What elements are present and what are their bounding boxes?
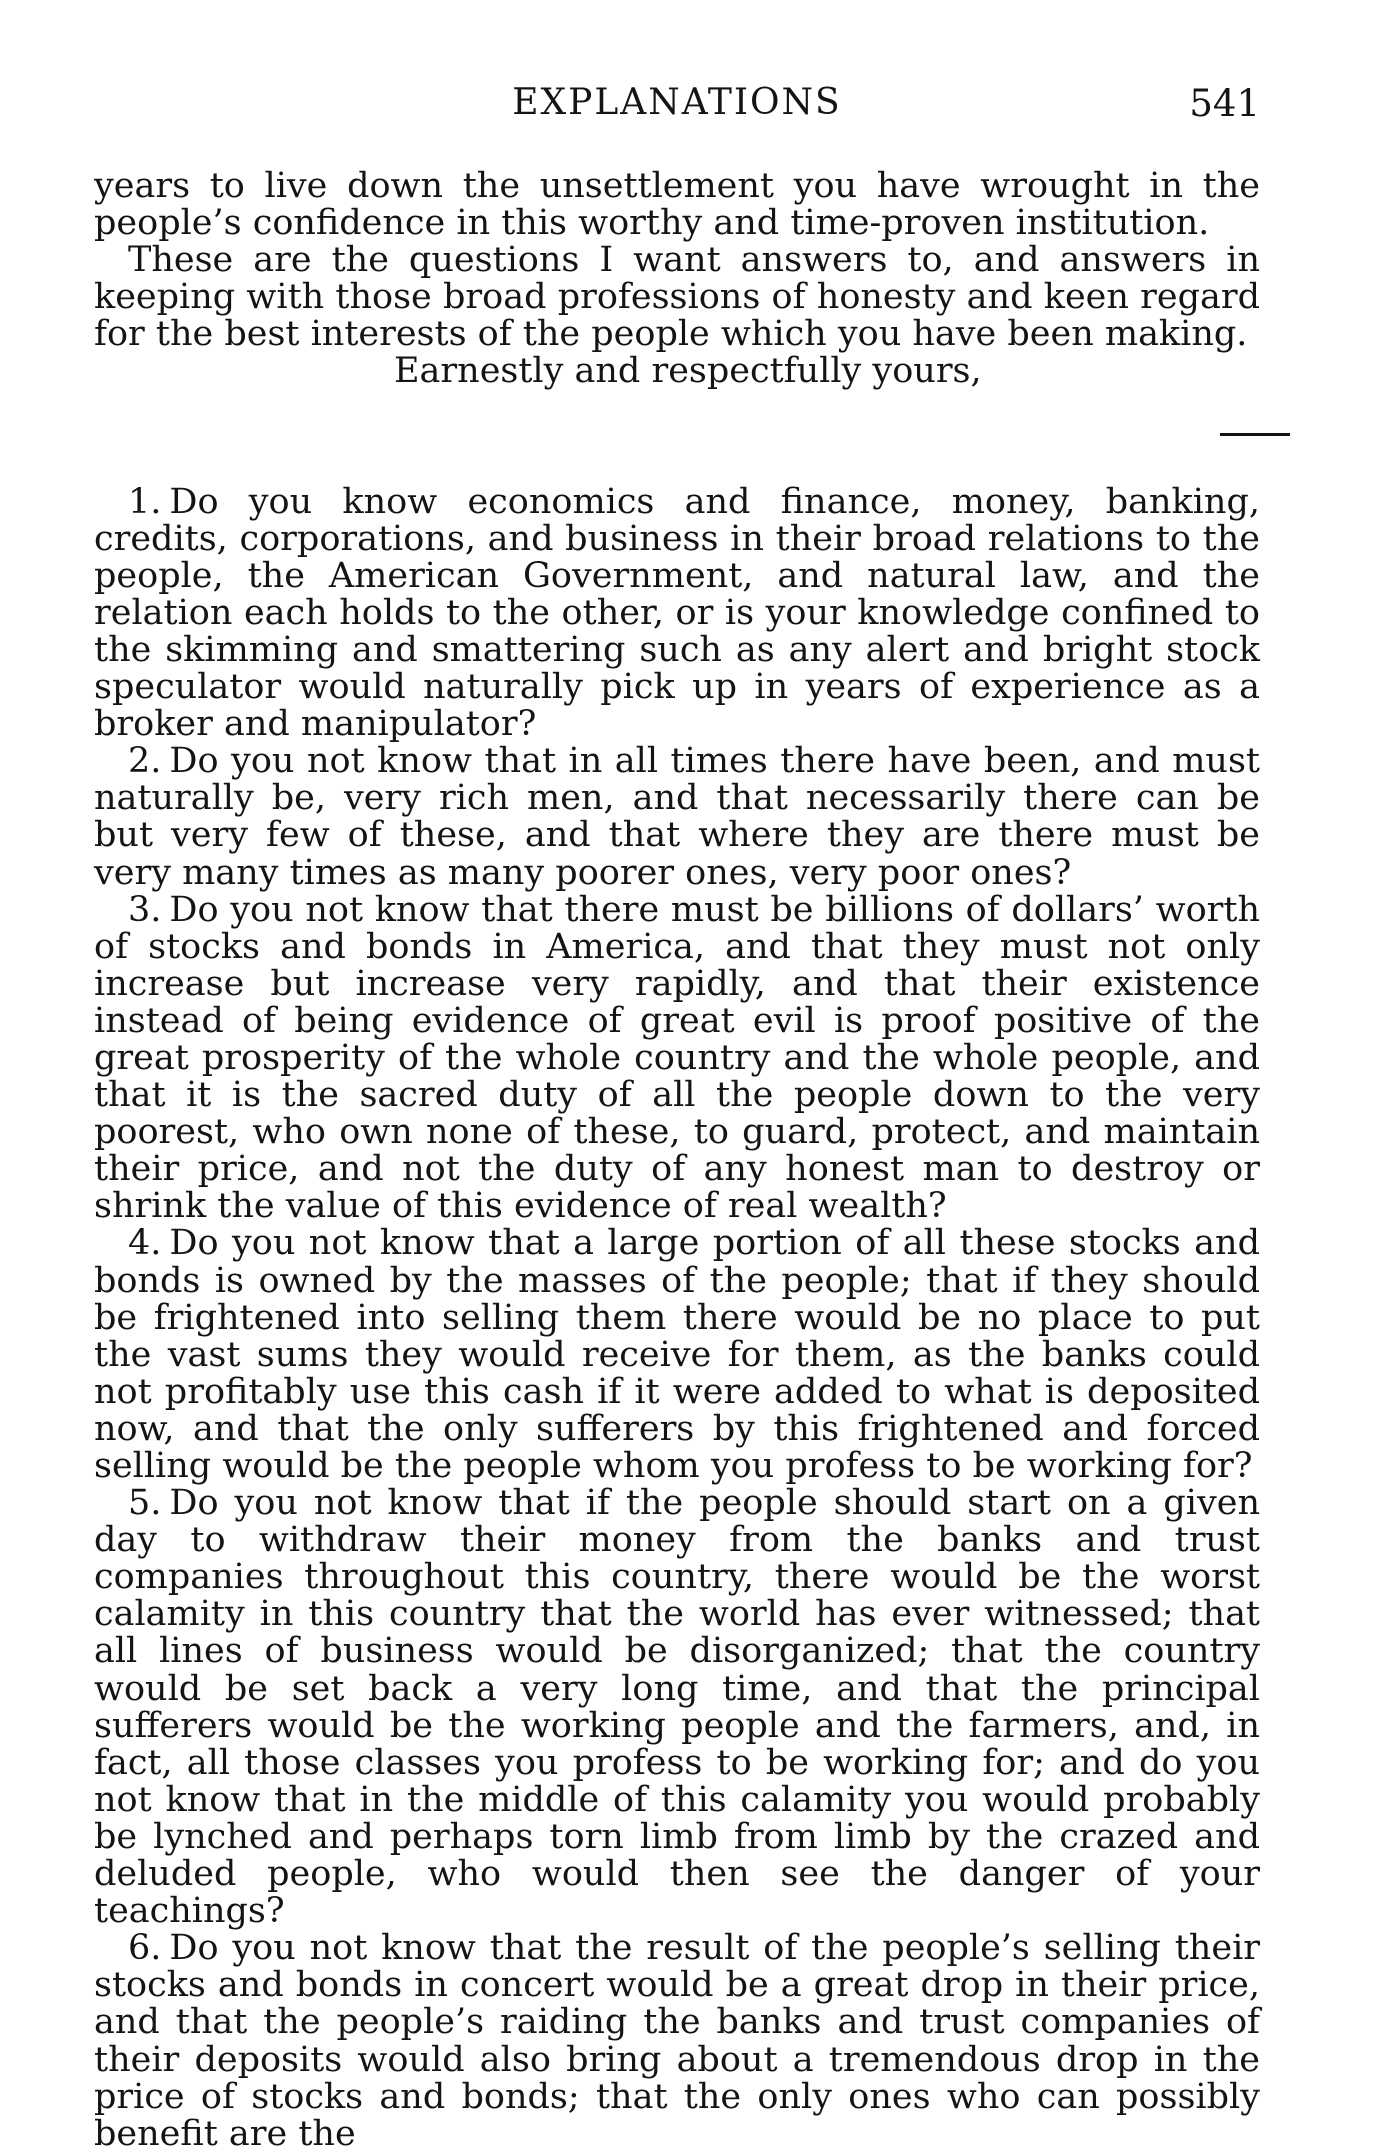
- question-number: 2.: [128, 741, 162, 782]
- question-number: 4.: [128, 1223, 162, 1264]
- question-number: 5.: [128, 1483, 162, 1524]
- question-text: Do you not know that there must be billions of dollars’ worth of stocks and bonds in America, and that they must not only increase but increase very rapidly, and that their existence instead of being evidence of great evil is proof positive of the great prosperity of the whole country and the whole people, and that it is the sacred duty of all the people down to the very poorest, who own none of these, to guard, protect, and maintain their price, and not the duty of any honest man to destroy or shrink the value of this evidence of real wealth?: [94, 889, 1260, 1227]
- body-text: [94, 168, 1260, 2153]
- question-text: Do you not know that if the people should start on a given day to withdraw their money from the banks and trust companies throughout this country, there would be the worst calamity in this country that the world has ever witnessed; that all lines of business would be disorganized; that the country would be set back a very long time, and that the principal sufferers would be the working people and the farmers, and, in fact, all those classes you profess to be working for; and do you not know that in the middle of this calamity you would probably be lynched and perhaps torn limb from limb by the crazed and deluded people, who would then see the danger of your teachings?: [94, 1483, 1260, 1932]
- question-text: Do you not know that in all times there have been, and must naturally be, very rich men, and that necessarily there can be but very few of these, and that where they are there must be very many times as many poorer ones, very poor ones?: [94, 741, 1260, 893]
- running-head-title: EXPLANATIONS: [512, 82, 842, 123]
- letter-closing: Earnestly and respectfully yours,: [394, 351, 982, 392]
- continuation-paragraph: years to live down the unsettlement you have wrought in the people’s confidence in this worthy and time-proven institution.: [94, 166, 1260, 244]
- question-text: Do you not know that a large portion of all these stocks and bonds is owned by the masses of the people; that if they should be frightened into selling them there would be no place to put the vast sums they would receive for them, as the banks could not profitably use this cash if it were added to what is deposited now, and that the only sufferers by this frightened and forced selling would be the people whom you profess to be working for?: [94, 1223, 1260, 1486]
- page-number: 541: [1189, 82, 1260, 125]
- question-item-6: [94, 1930, 1260, 2153]
- question-item-2: [94, 743, 1260, 891]
- question-item-5: [94, 1485, 1260, 1930]
- question-text: Do you not know that the result of the people’s selling their stocks and bonds in concert would be a great drop in their price, and that the people’s raiding the banks and trust companies of their deposits would also bring about a tremendous drop in the price of stocks and bonds; that the only ones who can possibly benefit are the: [94, 1928, 1260, 2154]
- question-item-3: [94, 889, 1260, 1227]
- page-header: [94, 82, 1260, 136]
- question-number: 3.: [128, 889, 162, 930]
- question-text: Do you know economics and finance, money, banking, credits, corporations, and business in their broad relations to the people, the American Government, and natural law, and the relation each holds to the other, or is your knowledge confined to the skimming and smattering such as any alert and bright stock speculator would naturally pick up in years of experience as a broker and manipulator?: [94, 481, 1260, 745]
- question-item-1: [94, 481, 1260, 745]
- questions-intro-paragraph: These are the questions I want answers to, and answers in keeping with those broad professions of honesty and keen regard for the best interests of the people which you have been making.: [94, 240, 1260, 355]
- question-number: 1.: [128, 481, 162, 522]
- question-number: 6.: [128, 1928, 162, 1969]
- question-item-4: [94, 1225, 1260, 1485]
- section-divider-rule: [1220, 433, 1290, 436]
